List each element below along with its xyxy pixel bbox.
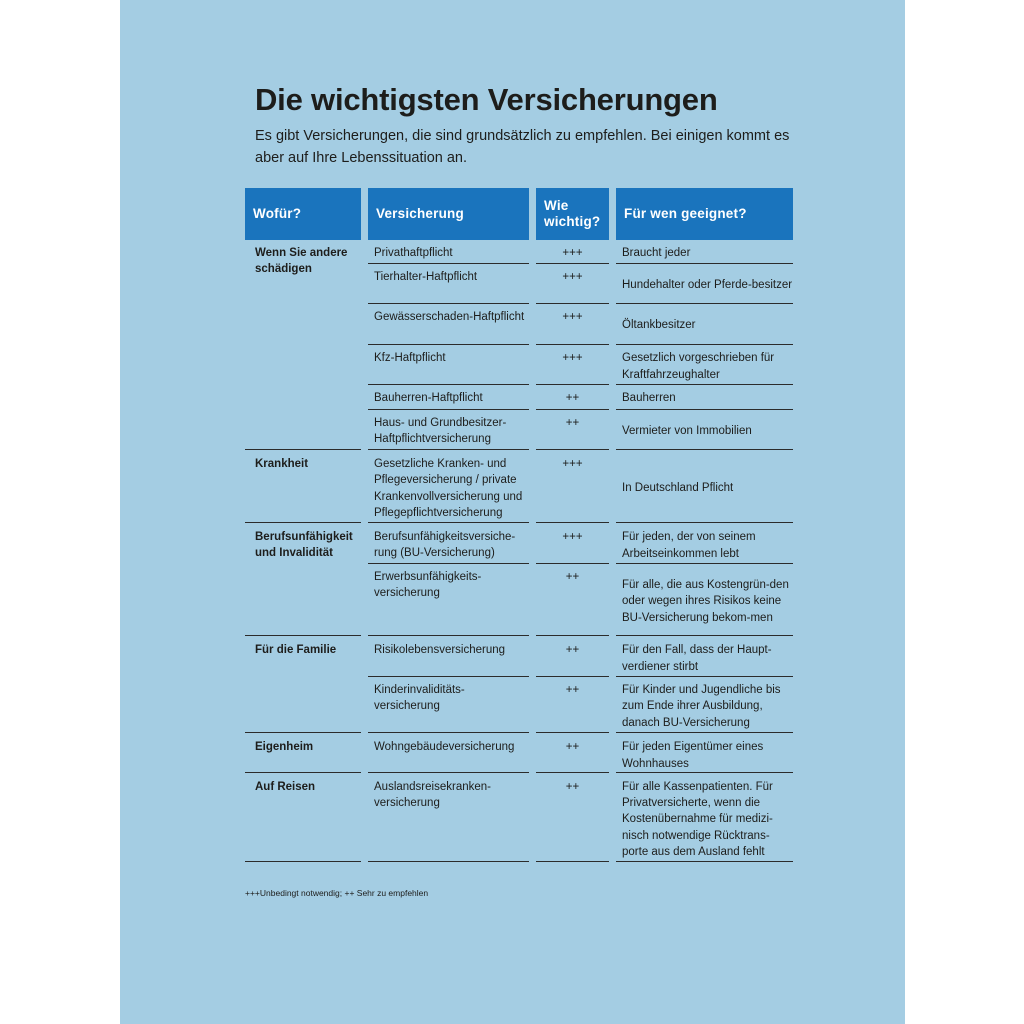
rating-cell: ++	[565, 417, 580, 429]
row-divider	[245, 635, 361, 636]
row-divider	[536, 772, 609, 773]
row-divider	[368, 384, 529, 385]
suitable-cell: Vermieter von Immobilien	[622, 425, 752, 438]
row-divider	[368, 409, 529, 410]
rating-cell: ++	[565, 571, 580, 583]
row-divider	[536, 344, 609, 345]
header-wie-wichtig: Wie wichtig?	[536, 188, 609, 240]
row-divider	[536, 676, 609, 677]
category-cell: Krankheit	[255, 458, 309, 470]
intro-text: Es gibt Versicherungen, die sind grundsätzlich zu empfehlen. Bei einigen kommt es aber auf Ihre Lebenssituation an.	[255, 128, 790, 166]
category-cell: Auf Reisen	[255, 781, 316, 793]
row-divider	[616, 732, 793, 733]
row-divider	[616, 635, 793, 636]
category-cell: Eigenheim	[255, 741, 314, 753]
suitable-cell: Öltankbesitzer	[622, 319, 696, 332]
suitable-cell: Gesetzlich vorgeschrieben für Kraftfahrzeughalter	[622, 352, 775, 381]
rating-cell: ++	[565, 392, 580, 404]
insurance-cell: Kfz-Haftpflicht	[374, 352, 446, 364]
row-divider	[616, 344, 793, 345]
row-divider	[536, 303, 609, 304]
insurance-cell: Bauherren-Haftpflicht	[374, 392, 483, 404]
row-divider	[245, 522, 361, 523]
header-versicherung: Versicherung	[368, 188, 529, 240]
insurance-cell: Risikolebensversicherung	[374, 644, 506, 656]
rating-cell: +++	[562, 271, 583, 283]
row-divider	[536, 522, 609, 523]
row-divider	[245, 449, 361, 450]
suitable-cell: Für jeden Eigentümer eines Wohnhauses	[622, 741, 764, 770]
row-divider	[245, 732, 361, 733]
row-divider	[536, 563, 609, 564]
row-divider	[616, 522, 793, 523]
row-divider	[245, 861, 361, 862]
row-divider	[616, 676, 793, 677]
row-divider	[616, 563, 793, 564]
row-divider	[368, 344, 529, 345]
insurance-cell: Gewässerschaden-Haftpflicht	[374, 311, 525, 323]
suitable-cell: Für den Fall, dass der Haupt-verdiener stirbt	[622, 644, 772, 673]
row-divider	[245, 772, 361, 773]
insurance-cell: Privathaftpflicht	[374, 247, 453, 259]
rating-cell: ++	[565, 644, 580, 656]
row-divider	[368, 449, 529, 450]
category-cell: Berufsunfähigkeit und Invalidität	[255, 531, 353, 560]
rating-cell: +++	[562, 352, 583, 364]
category-cell: Für die Familie	[255, 644, 337, 656]
row-divider	[616, 449, 793, 450]
rating-cell: +++	[562, 311, 583, 323]
row-divider	[368, 732, 529, 733]
suitable-cell: Für jeden, der von seinem Arbeitseinkommen lebt	[622, 531, 756, 560]
row-divider	[616, 772, 793, 773]
row-divider	[536, 732, 609, 733]
row-divider	[368, 676, 529, 677]
rating-cell: +++	[562, 458, 583, 470]
header-fuer-wen-geeignet: Für wen geeignet?	[616, 188, 793, 240]
row-divider	[368, 303, 529, 304]
row-divider	[536, 409, 609, 410]
header-wofuer: Wofür?	[245, 188, 361, 240]
row-divider	[368, 772, 529, 773]
insurance-cell: Kinderinvaliditäts-versicherung	[374, 684, 465, 713]
suitable-cell: Bauherren	[622, 391, 676, 404]
category-cell: Wenn Sie andere schädigen	[255, 247, 348, 276]
suitable-cell: Für Kinder und Jugendliche bis zum Ende ihrer Ausbildung, danach BU-Versicherung	[622, 684, 781, 729]
row-divider	[536, 263, 609, 264]
row-divider	[536, 861, 609, 862]
row-divider	[616, 409, 793, 410]
insurance-cell: Berufsunfähigkeitsversiche-rung (BU-Versicherung)	[374, 531, 516, 560]
suitable-cell: In Deutschland Pflicht	[622, 482, 734, 495]
suitable-cell: Braucht jeder	[622, 246, 691, 259]
footnote: +++Unbedingt notwendig; ++ Sehr zu empfehlen	[245, 888, 429, 898]
suitable-cell: Hundehalter oder Pferde-besitzer	[622, 279, 793, 292]
insurance-cell: Haus- und Grundbesitzer-Haftpflichtversicherung	[374, 417, 507, 446]
rating-cell: ++	[565, 741, 580, 753]
suitable-cell: Für alle Kassenpatienten. Für Privatversicherte, wenn die Kostenübernahme für medizi-nisch notwendige Rücktrans-porte aus dem Ausland fehlt	[622, 780, 773, 858]
row-divider	[368, 861, 529, 862]
insurance-cell: Wohngebäudeversicherung	[374, 741, 515, 753]
insurance-cell: Gesetzliche Kranken- und Pflegeversicherung / private Krankenvollversicherung und Pflegepflichtversicherung	[374, 458, 523, 519]
rating-cell: ++	[565, 684, 580, 696]
rating-cell: +++	[562, 531, 583, 543]
row-divider	[616, 384, 793, 385]
row-divider	[368, 563, 529, 564]
insurance-cell: Auslandsreisekranken-versicherung	[374, 781, 491, 810]
row-divider	[616, 263, 793, 264]
row-divider	[368, 522, 529, 523]
row-divider	[536, 449, 609, 450]
row-divider	[536, 384, 609, 385]
insurance-cell: Tierhalter-Haftpflicht	[374, 271, 478, 283]
row-divider	[368, 635, 529, 636]
rating-cell: +++	[562, 247, 583, 259]
rating-cell: ++	[565, 781, 580, 793]
row-divider	[616, 303, 793, 304]
row-divider	[536, 635, 609, 636]
suitable-cell: Für alle, die aus Kostengrün-den oder wegen ihres Risikos keine BU-Versicherung bekom-men	[622, 579, 789, 624]
page-title: Die wichtigsten Versicherungen	[255, 82, 718, 117]
row-divider	[616, 861, 793, 862]
row-divider	[368, 263, 529, 264]
insurance-cell: Erwerbsunfähigkeits-versicherung	[374, 571, 482, 600]
